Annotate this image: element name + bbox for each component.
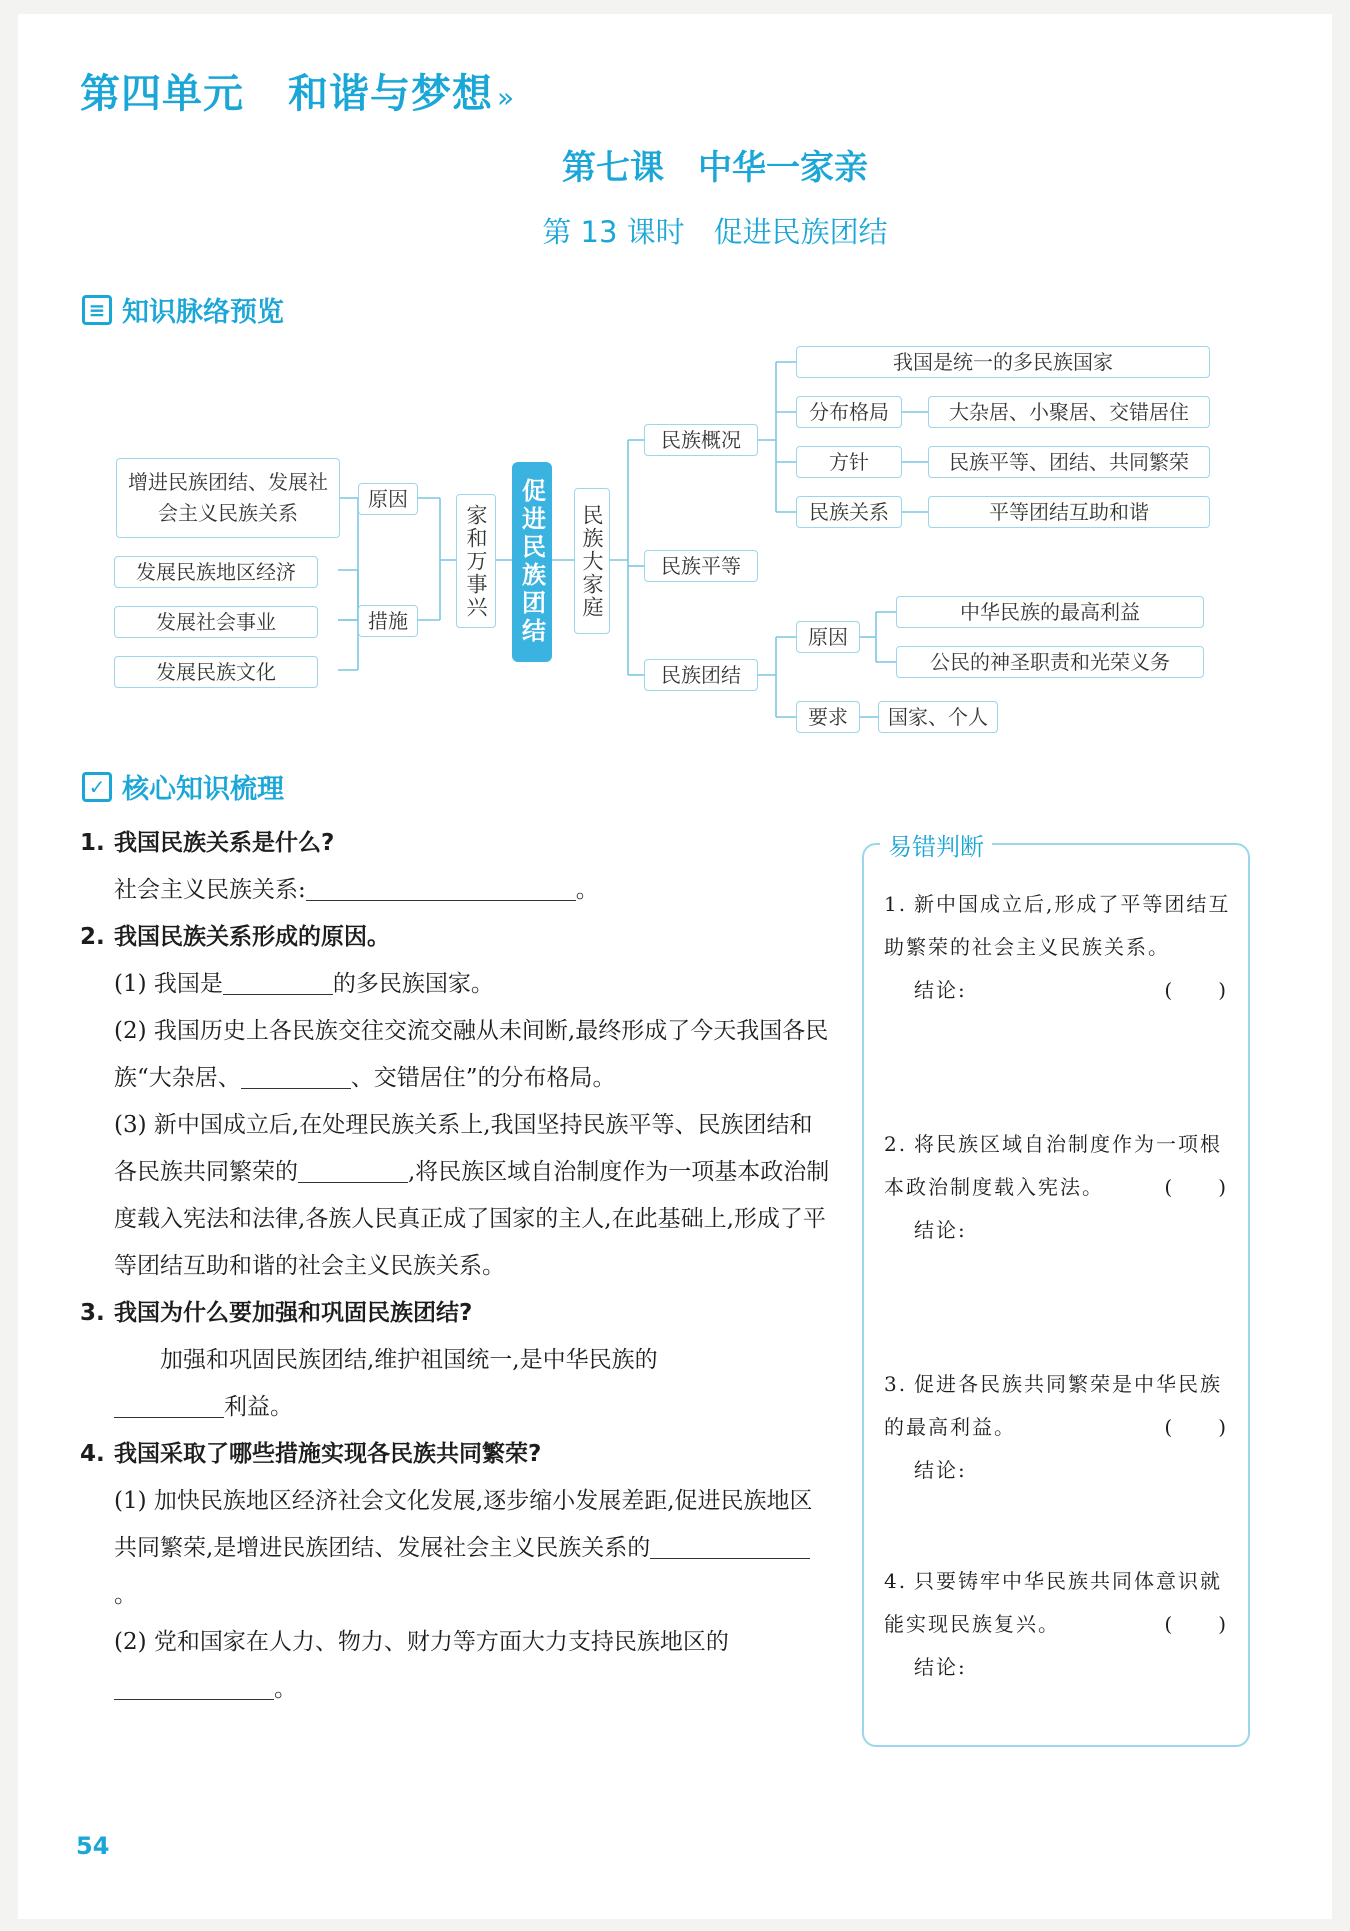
answer-blank[interactable] [306, 878, 576, 901]
unit-name: 和谐与梦想 [288, 71, 493, 117]
section-heading-core [82, 767, 284, 806]
conclusion-label: 结论: [914, 978, 967, 1002]
answer-blank[interactable] [241, 1066, 351, 1089]
question-2-part-1: (1) 我国是 的多民族国家。 [114, 971, 494, 997]
answer-blank[interactable] [650, 1536, 810, 1559]
conclusion-label: 结论: [914, 1218, 967, 1242]
mindmap-measure-2: 发展社会事业 [114, 606, 318, 638]
question-4-part-1: (1) 加快民族地区经济社会文化发展,逐步缩小发展差距,促进民族地区共同繁荣,是增进民族团结、发展社会主义民族关系的。 [114, 1488, 813, 1608]
question-4-part-2: (2) 党和国家在人力、物力、财力等方面大力支持民族地区的。 [114, 1629, 729, 1702]
mindmap-unity-reason-label: 原因 [796, 621, 860, 653]
mindmap-reason-label: 原因 [358, 483, 418, 515]
mindmap-measure-1: 发展民族地区经济 [114, 556, 318, 588]
mindmap-overview: 民族概况 [644, 424, 758, 456]
mindmap-dist-text: 大杂居、小聚居、交错居住 [928, 396, 1210, 428]
answer-blank[interactable] [114, 1395, 224, 1418]
question-list [80, 820, 830, 1713]
mindmap-left-mid: 家和万事兴 [456, 494, 496, 628]
question-2-title: 2. 我国民族关系形成的原因。 [80, 924, 390, 950]
question-4-title: 4. 我国采取了哪些措施实现各民族共同繁荣? [80, 1441, 542, 1467]
question-1-title: 1. 我国民族关系是什么? [80, 830, 335, 856]
mindmap-policy-label: 方针 [796, 446, 902, 478]
mindmap-policy-text: 民族平等、团结、共同繁荣 [928, 446, 1210, 478]
mindmap-unity-req-text: 国家、个人 [878, 701, 998, 733]
answer-paren[interactable]: ( ) [1164, 1175, 1228, 1199]
conclusion-label: 结论: [914, 1458, 967, 1482]
answer-paren[interactable]: ( ) [1164, 978, 1228, 1002]
mindmap-unity: 民族团结 [644, 659, 758, 691]
question-1-body: 社会主义民族关系: 。 [114, 877, 599, 903]
question-2-part-3: (3) 新中国成立后,在处理民族关系上,我国坚持民族平等、民族团结和各民族共同繁荣的 ,将民族区域自治制度作为一项基本政治制度载入宪法和法律,各族人民真正成了国家的主人,在此基础上,形成了平等团结互助和谐的社会主义民族关系。 [114, 1112, 830, 1279]
mindmap-rel-label: 民族关系 [796, 496, 902, 528]
error-judgment-panel [862, 833, 1250, 1747]
answer-paren[interactable]: ( ) [1164, 1612, 1228, 1636]
mindmap-dist-label: 分布格局 [796, 396, 902, 428]
answer-blank[interactable] [114, 1677, 274, 1700]
mindmap-unity-reason-2: 公民的神圣职责和光荣义务 [896, 646, 1204, 678]
judgment-item-3: 3. 促进各民族共同繁荣是中华民族的最高利益。 ( ) 结论: [884, 1363, 1234, 1492]
book-stack-icon: ≡ [82, 295, 112, 325]
period-title: 第 13 课时 促进民族团结 [542, 215, 888, 249]
question-3-title: 3. 我国为什么要加强和巩固民族团结? [80, 1300, 473, 1326]
double-chevron-icon: » [497, 81, 516, 114]
checkbox-icon: ✓ [82, 772, 112, 802]
answer-blank[interactable] [298, 1160, 408, 1183]
answer-paren[interactable]: ( ) [1164, 1415, 1228, 1439]
mindmap-measure-label: 措施 [358, 605, 418, 637]
answer-blank[interactable] [223, 972, 333, 995]
question-3-body-2: 利益。 [80, 1384, 830, 1431]
mindmap-rel-text: 平等团结互助和谐 [928, 496, 1210, 528]
mindmap-measure-3: 发展民族文化 [114, 656, 318, 688]
mindmap-unity-reason-1: 中华民族的最高利益 [896, 596, 1204, 628]
judgment-item-1: 1. 新中国成立后,形成了平等团结互助繁荣的社会主义民族关系。 ( ) 结论: [884, 883, 1234, 1012]
question-2-part-2: (2) 我国历史上各民族交往交流交融从未间断,最终形成了今天我国各民族“大杂居、 、交错居住”的分布格局。 [114, 1018, 829, 1091]
mindmap-overview-top: 我国是统一的多民族国家 [796, 346, 1210, 378]
lesson-title: 第七课 中华一家亲 [562, 148, 868, 188]
page-number: 54 [76, 1832, 110, 1860]
mindmap-right-mid: 民族大家庭 [574, 488, 610, 634]
mindmap-unity-req-label: 要求 [796, 701, 860, 733]
section-title-core: 核心知识梳理 [122, 774, 284, 805]
unit-prefix: 第四单元 [80, 71, 244, 117]
conclusion-label: 结论: [914, 1655, 967, 1679]
judgment-item-2: 2. 将民族区域自治制度作为一项根本政治制度载入宪法。 ( ) 结论: [884, 1123, 1234, 1252]
section-title-preview: 知识脉络预览 [122, 297, 284, 328]
judgment-item-4: 4. 只要铸牢中华民族共同体意识就能实现民族复兴。 ( ) 结论: [884, 1560, 1234, 1689]
mindmap-center: 促进民族团结 [512, 462, 552, 662]
mindmap-equality: 民族平等 [644, 550, 758, 582]
panel-title: 易错判断 [880, 827, 992, 862]
mindmap-reason-text: 增进民族团结、发展社会主义民族关系 [116, 458, 340, 538]
question-3-body: 加强和巩固民族团结,维护祖国统一,是中华民族的 [160, 1347, 658, 1373]
